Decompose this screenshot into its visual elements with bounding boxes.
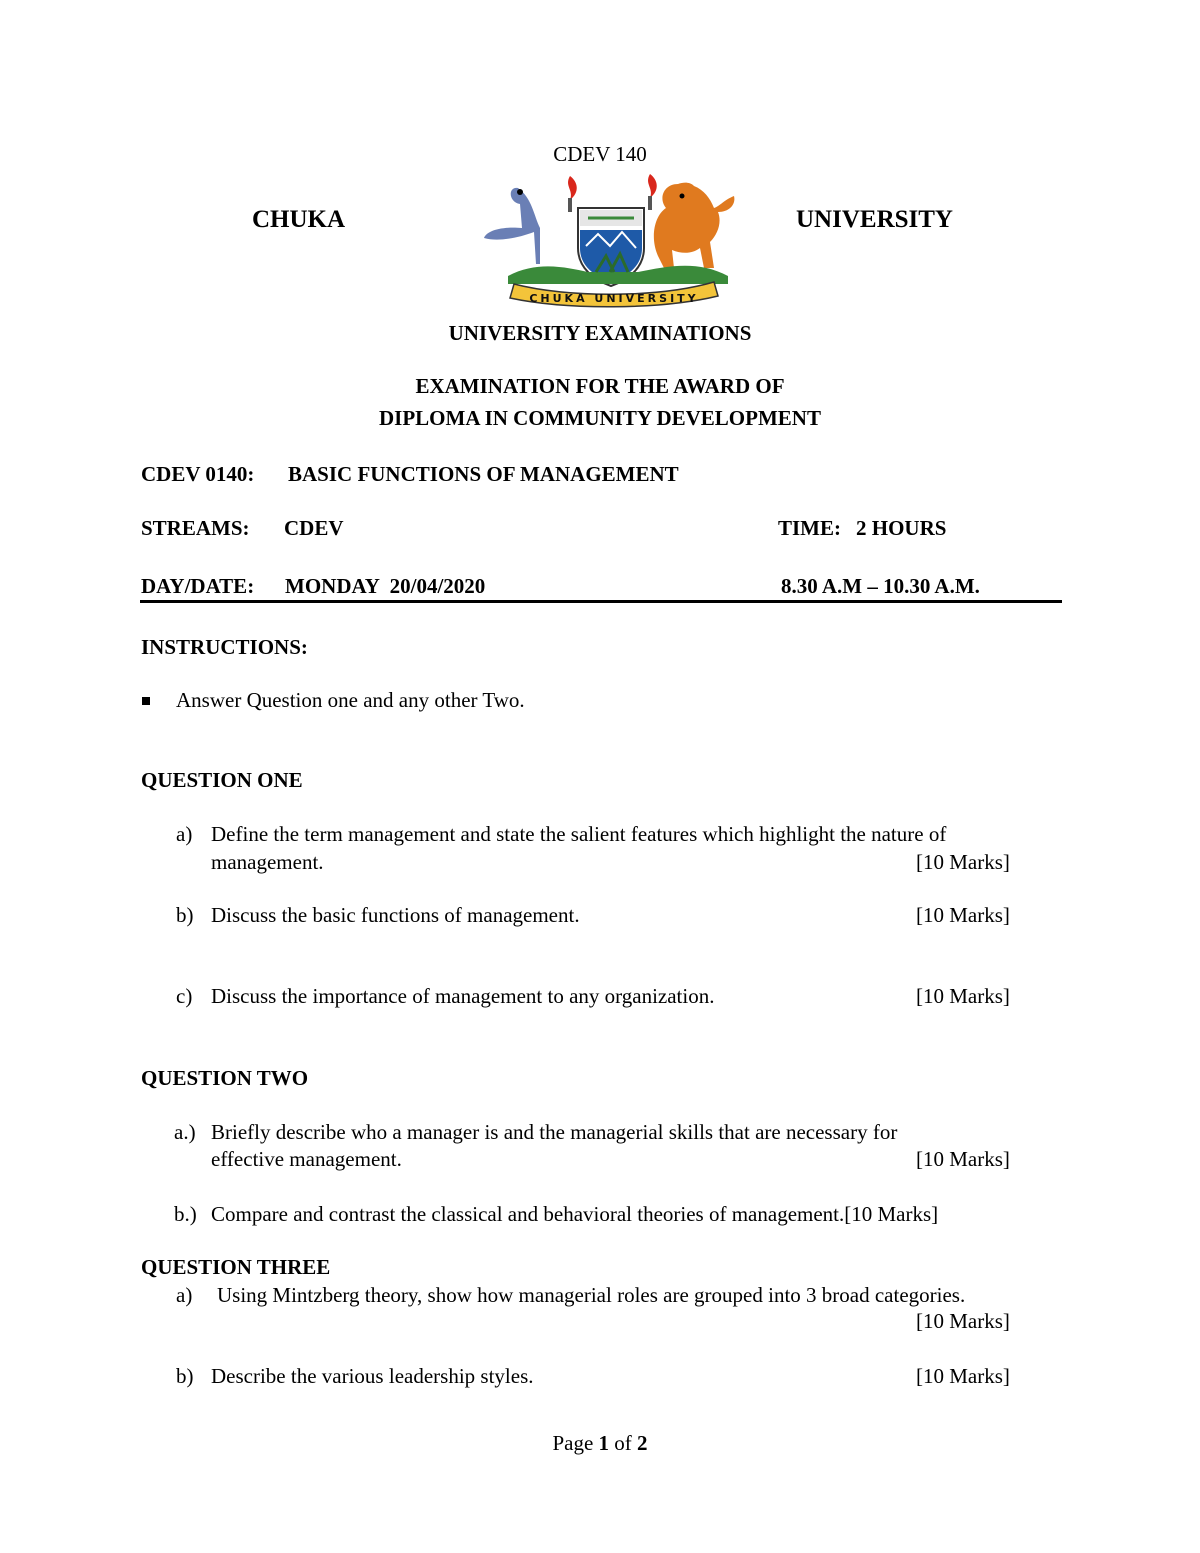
q1-b-text: Discuss the basic functions of management.	[211, 903, 580, 927]
q1-a-marks: [10 Marks]	[916, 850, 1010, 874]
date-label: DAY/DATE:	[141, 574, 255, 598]
page-prefix: Page	[552, 1431, 594, 1455]
question-one-title: QUESTION ONE	[141, 768, 303, 792]
logo-banner-text: CHUKA UNIVERSITY	[529, 292, 699, 305]
q2-a-label: a.)	[174, 1120, 196, 1144]
time-range: 8.30 A.M – 10.30 A.M.	[781, 574, 980, 598]
time-label: TIME:	[778, 516, 841, 540]
q1-a-label: a)	[176, 822, 193, 846]
award-line-2: DIPLOMA IN COMMUNITY DEVELOPMENT	[379, 406, 821, 430]
page-total: 2	[637, 1431, 648, 1455]
course-title: BASIC FUNCTIONS OF MANAGEMENT	[288, 462, 679, 486]
date-value: MONDAY 20/04/2020	[285, 574, 486, 598]
page-of: of	[614, 1431, 632, 1455]
university-name-right: UNIVERSITY	[796, 206, 953, 233]
university-crest-logo	[478, 168, 748, 308]
q1-c-marks: [10 Marks]	[916, 984, 1010, 1008]
page-current: 1	[598, 1431, 610, 1455]
instruction-item: Answer Question one and any other Two.	[176, 688, 525, 712]
q1-a-line-1: Define the term management and state the salient features which highlight the nature of	[211, 822, 947, 846]
q3-b-text: Describe the various leadership styles.	[211, 1364, 534, 1388]
question-three-title: QUESTION THREE	[141, 1255, 331, 1279]
time-value: 2 HOURS	[856, 516, 947, 540]
q3-b-label: b)	[176, 1364, 194, 1388]
course-code-label: CDEV 0140:	[141, 462, 255, 486]
header-divider	[140, 600, 1062, 603]
q2-a-marks: [10 Marks]	[916, 1147, 1010, 1171]
q2-a-line-2: effective management.	[211, 1147, 402, 1171]
course-code-top: CDEV 140	[553, 142, 647, 166]
q1-c-text: Discuss the importance of management to any organization.	[211, 984, 715, 1008]
q2-b-label: b.)	[174, 1202, 197, 1226]
instructions-title: INSTRUCTIONS:	[141, 635, 308, 659]
q1-b-label: b)	[176, 903, 194, 927]
q3-a-text: Using Mintzberg theory, show how managerial roles are grouped into 3 broad categories.	[217, 1283, 966, 1307]
streams-label: STREAMS:	[141, 516, 250, 540]
q1-c-label: c)	[176, 984, 193, 1008]
streams-value: CDEV	[284, 516, 344, 540]
question-two-title: QUESTION TWO	[141, 1066, 309, 1090]
award-line-1: EXAMINATION FOR THE AWARD OF	[415, 374, 785, 398]
page-number	[0, 1431, 1200, 1456]
q3-a-marks: [10 Marks]	[916, 1309, 1010, 1333]
q2-a-line-1: Briefly describe who a manager is and the managerial skills that are necessary for	[211, 1120, 898, 1144]
q2-b-text: Compare and contrast the classical and behavioral theories of management.[10 Marks]	[211, 1202, 939, 1226]
q1-a-line-2: management.	[211, 850, 324, 874]
exams-title: UNIVERSITY EXAMINATIONS	[448, 321, 752, 345]
q1-b-marks: [10 Marks]	[916, 903, 1010, 927]
bullet-icon	[142, 697, 150, 705]
q3-a-label: a)	[176, 1283, 193, 1307]
q3-b-marks: [10 Marks]	[916, 1364, 1010, 1388]
university-name-left: CHUKA	[252, 206, 346, 233]
